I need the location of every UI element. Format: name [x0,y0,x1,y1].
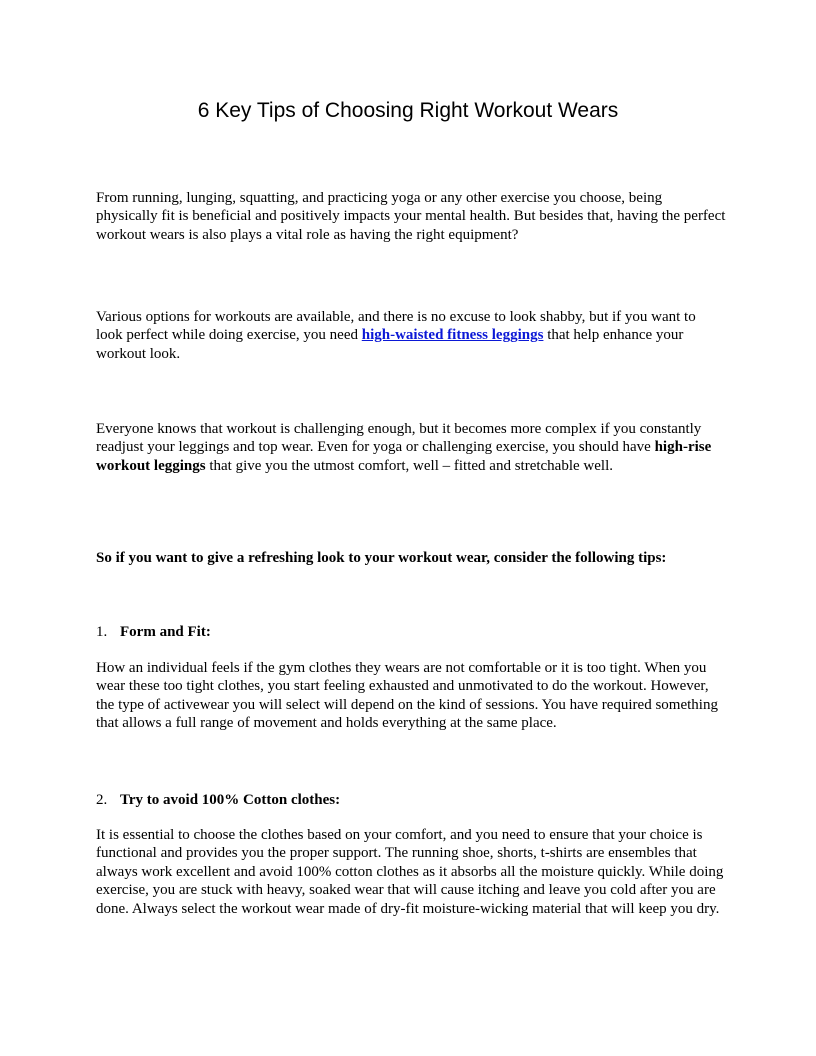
everyone-text-before: Everyone knows that workout is challenging enough, but it becomes more complex if you constantly readjust your leggings and top wear. Even for yoga or challenging exercise, you should have [96,421,702,456]
options-text-before: Various options for workouts are available, and there is no excuse to look shabby, but if you want to look perfect while doing exercise, you need [96,309,696,344]
tip-title: Form and Fit: [120,624,211,640]
options-paragraph [96,308,726,363]
tip-heading-1 [96,623,736,641]
tip-body-1: How an individual feels if the gym clothes they wears are not comfortable or it is too tight. When you wear these too tight clothes, you start feeling exhausted and unmotivated to do the workout. However, the type of activewear you will select will depend on the kind of sessions. You have required something that allows a full range of movement and holds everything at the same place. [96,660,718,732]
everyone-paragraph [96,420,726,475]
tip-body-2: It is essential to choose the clothes based on your comfort, and you need to ensure that your choice is functional and provides you the proper support. The running shoe, shorts, t-shirts are ensembles that always work excellent and avoid 100% cotton clothes as it absorbs all the moisture quickly. While doing exercise, you are stuck with heavy, soaked wear that will cause itching and leave you cold after you are done. Always select the workout wear made of dry-fit moisture-wicking material that will keep you dry. [96,827,724,917]
options-text-after: that help enhance your workout look. [96,327,684,362]
tips-heading: So if you want to give a refreshing look to your workout wear, consider the following tips: [96,550,667,566]
everyone-text-after: that give you the utmost comfort, well – fitted and stretchable well. [205,457,613,474]
page-title: 6 Key Tips of Choosing Right Workout Wears [197,99,619,122]
tip-heading-2 [96,791,736,809]
high-rise-leggings-bold: high-rise workout leggings [96,439,712,474]
high-waisted-leggings-link[interactable]: high-waisted fitness leggings [361,327,544,344]
tip-number: 1. [96,624,108,640]
intro-paragraph: From running, lunging, squatting, and practicing yoga or any other exercise you choose, being physically fit is beneficial and positively impacts your mental health. But besides that, having the perfect workout wears is also plays a vital role as having the right equipment? [96,190,726,243]
tip-number: 2. [96,792,108,808]
tip-title: Try to avoid 100% Cotton clothes: [120,792,341,808]
